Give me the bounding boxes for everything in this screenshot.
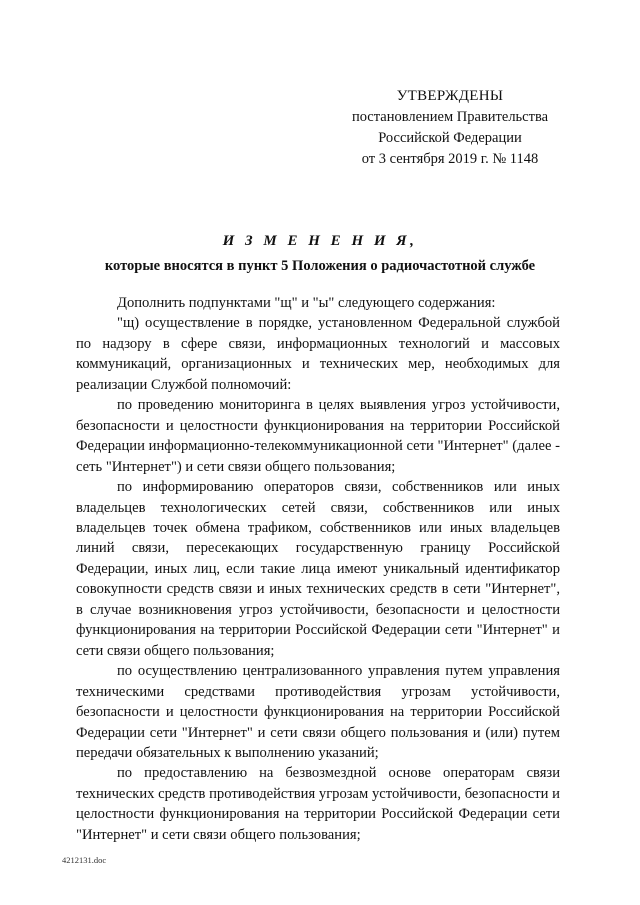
document-title: И З М Е Н Е Н И Я, [222,233,418,249]
paragraph-intro: Дополнить подпунктами "щ" и "ы" следующего содержания: [117,295,496,311]
footer-doc-id: 4212131.doc [62,855,107,865]
paragraph-informing: по информированию операторов связи, собственников или иных владельцев технологических сетей связи, собственников или иных владельцев точек обмена трафиком, собственников или иных владельцев линий связи, пересекающих государственную границу Российской Федерации, иных лиц, если такие лица имеют уникальный идентификатор совокупности средств связи и иных технических средств в сети "Интернет", в случае возникновения угроз устойчивости, безопасности и целостности функционирования на территории Российской Федерации сети "Интернет" и сети связи общего пользования; [76,479,560,659]
paragraph-monitoring: по проведению мониторинга в целях выявления угроз устойчивости, безопасности и целостности функционирования на территории Российской Федерации информационно-телекоммуникационной сети "Интернет" (далее - сеть "Интернет") и сети связи общего пользования; [76,397,560,475]
approval-title: УТВЕРЖДЕНЫ [396,88,504,104]
paragraph-provision: по предоставлению на безвозмездной основе операторам связи технических средств противодействия угрозам устойчивости, безопасности и целостности функционирования на территории Российской Федерации сети "Интернет" и сети связи общего пользования; [76,765,560,843]
document-subtitle: которые вносятся в пункт 5 Положения о радиочастотной службе [104,258,536,274]
document-body [76,293,560,845]
approval-line-3: от 3 сентября 2019 г. № 1148 [361,151,539,167]
approval-line-2: Российской Федерации [378,130,522,146]
approval-stamp [340,86,560,170]
paragraph-central-management: по осуществлению централизованного управления путем управления техническими средствами противодействия угрозам устойчивости, безопасности и целостности функционирования на территории Российской Федерации сети "Интернет" и сети связи общего пользования и (или) путем передачи обязательных к выполнению указаний; [76,663,560,761]
paragraph-subpoint-shch: "щ) осуществление в порядке, установленном Федеральной службой по надзору в сфере связи, информационных технологий и массовых коммуникаций, организационных и технических мер, необходимых для реализации Службой полномочий: [76,315,560,393]
approval-line-1: постановлением Правительства [351,109,549,125]
